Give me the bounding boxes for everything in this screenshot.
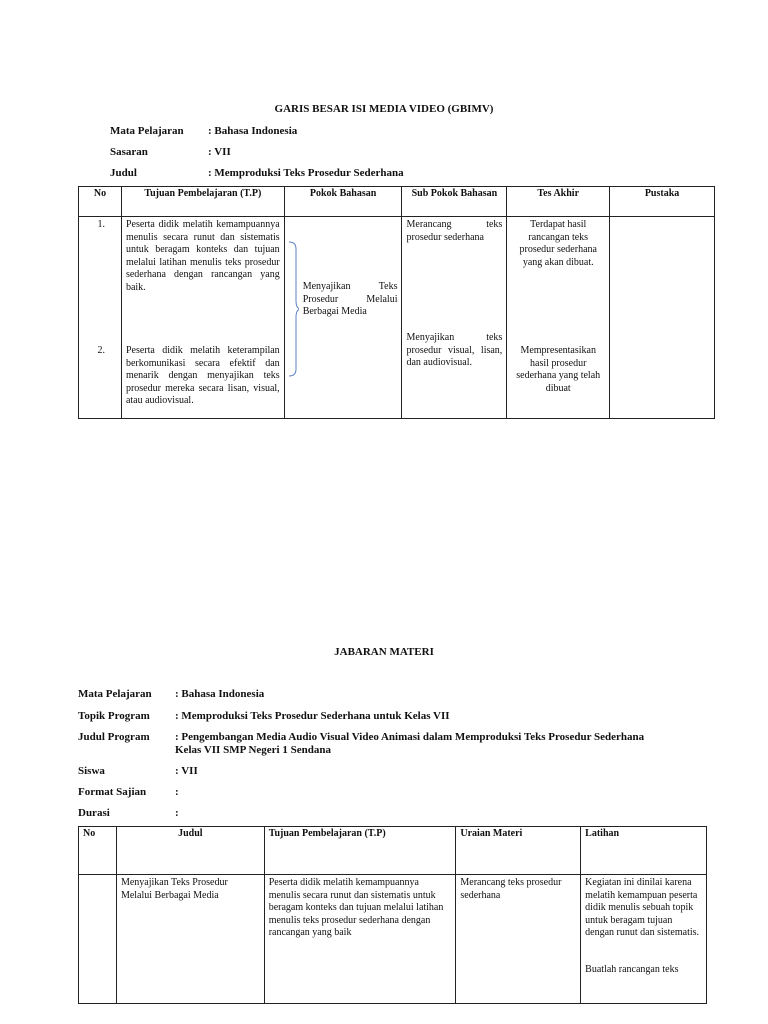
meta-label-sasaran: Sasaran	[110, 146, 148, 158]
meta-label-judul-program: Judul Program	[78, 731, 150, 743]
meta-value-topik-program: : Memproduksi Teks Prosedur Sederhana untuk Kelas VII	[175, 710, 450, 722]
row-2-tujuan: Peserta didik melatih keterampilan berkomunikasi secara efektif dan menarik dengan menyajikan teks prosedur mereka secara lisan, visual, atau audiovisual.	[125, 345, 280, 406]
meta-value-mata-pelajaran: : Bahasa Indonesia	[175, 688, 265, 700]
latihan-text-2: Buatlah rancangan teks	[585, 963, 679, 975]
meta-value-judul-program: : Pengembangan Media Audio Visual Video Animasi dalam Memproduksi Teks Prosedur Sederhana	[175, 731, 645, 743]
cell-judul: Menyajikan Teks Prosedur Melalui Berbagai Media	[116, 875, 264, 1004]
cell-sub-pokok	[402, 217, 507, 419]
cell-tujuan: Peserta didik melatih kemampuannya menulis secara runut dan sistematis untuk beragam konteks dan tujuan melalui latihan menulis teks prosedur sederhana dengan rancangan yang baik	[264, 875, 456, 1004]
col-header-tujuan: Tujuan Pembelajaran (T.P)	[121, 187, 284, 217]
col-header-sub-pokok: Sub Pokok Bahasan	[402, 187, 507, 217]
cell-uraian: Merancang teks prosedur sederhana	[456, 875, 581, 1004]
jabaran-table	[78, 826, 707, 1004]
cell-latihan	[581, 875, 707, 1004]
meta-label-topik-program: Topik Program	[78, 710, 150, 722]
pokok-bahasan: Menyajikan Teks Prosedur Melalui Berbagai Media	[302, 281, 398, 317]
meta-label-judul: Judul	[110, 167, 137, 179]
col-header-judul: Judul	[116, 827, 264, 875]
cell-pokok	[284, 217, 402, 419]
col-header-tes-akhir: Tes Akhir	[507, 187, 610, 217]
col-header-uraian: Uraian Materi	[456, 827, 581, 875]
meta-value-judul-program-line2: Kelas VII SMP Negeri 1 Sendana	[175, 744, 331, 756]
meta-label-siswa: Siswa	[78, 765, 105, 777]
cell-no	[79, 875, 117, 1004]
meta-label-mata-pelajaran: Mata Pelajaran	[110, 125, 184, 137]
meta-label-format-sajian: Format Sajian	[78, 786, 147, 798]
row-1-tes: Terdapat hasil rancangan teks prosedur sederhana yang akan dibuat.	[519, 219, 597, 268]
meta-value-siswa: : VII	[175, 765, 198, 777]
latihan-text-1: Kegiatan ini dinilai karena melatih kemampuan peserta didik menulis sebuah topik untuk beragam tujuan dengan runut dan sistematis.	[585, 877, 700, 938]
meta-value-durasi: :	[175, 807, 179, 819]
meta-value-sasaran: : VII	[208, 146, 231, 158]
cell-tes-akhir	[507, 217, 610, 419]
col-header-pokok: Pokok Bahasan	[284, 187, 402, 217]
col-header-latihan: Latihan	[581, 827, 707, 875]
cell-pustaka	[610, 217, 715, 419]
table-row	[79, 217, 715, 419]
jabaran-title: JABARAN MATERI	[334, 646, 434, 658]
row-2-no: 2.	[97, 345, 105, 356]
col-header-tujuan: Tujuan Pembelajaran (T.P)	[264, 827, 456, 875]
meta-value-format-sajian: :	[175, 786, 179, 798]
col-header-no: No	[79, 187, 122, 217]
meta-label-durasi: Durasi	[78, 807, 110, 819]
row-1-tujuan: Peserta didik melatih kemampuannya menulis secara runut dan sistematis untuk beragam konteks dan tujuan melalui latihan menulis teks prosedur sederhana dengan rancangan yang baik.	[125, 219, 280, 293]
meta-value-mata-pelajaran: : Bahasa Indonesia	[208, 125, 298, 137]
col-header-pustaka: Pustaka	[610, 187, 715, 217]
row-2-sub: Menyajikan teks prosedur visual, lisan, dan audiovisual.	[406, 332, 503, 368]
cell-no	[79, 217, 122, 419]
col-header-no: No	[79, 827, 117, 875]
meta-value-judul: : Memproduksi Teks Prosedur Sederhana	[208, 167, 404, 179]
brace-bracket	[287, 241, 299, 377]
table-row	[79, 875, 707, 1004]
row-1-sub: Merancang teks prosedur sederhana	[406, 219, 503, 243]
gbimv-title: GARIS BESAR ISI MEDIA VIDEO (GBIMV)	[274, 103, 494, 115]
meta-label-mata-pelajaran: Mata Pelajaran	[78, 688, 152, 700]
gbimv-table	[78, 186, 715, 419]
row-2-tes: Mempresentasikan hasil prosedur sederhana yang telah dibuat	[516, 345, 601, 394]
table-header-row	[79, 827, 707, 875]
table-header-row	[79, 187, 715, 217]
cell-tujuan	[121, 217, 284, 419]
row-1-no: 1.	[97, 219, 105, 230]
